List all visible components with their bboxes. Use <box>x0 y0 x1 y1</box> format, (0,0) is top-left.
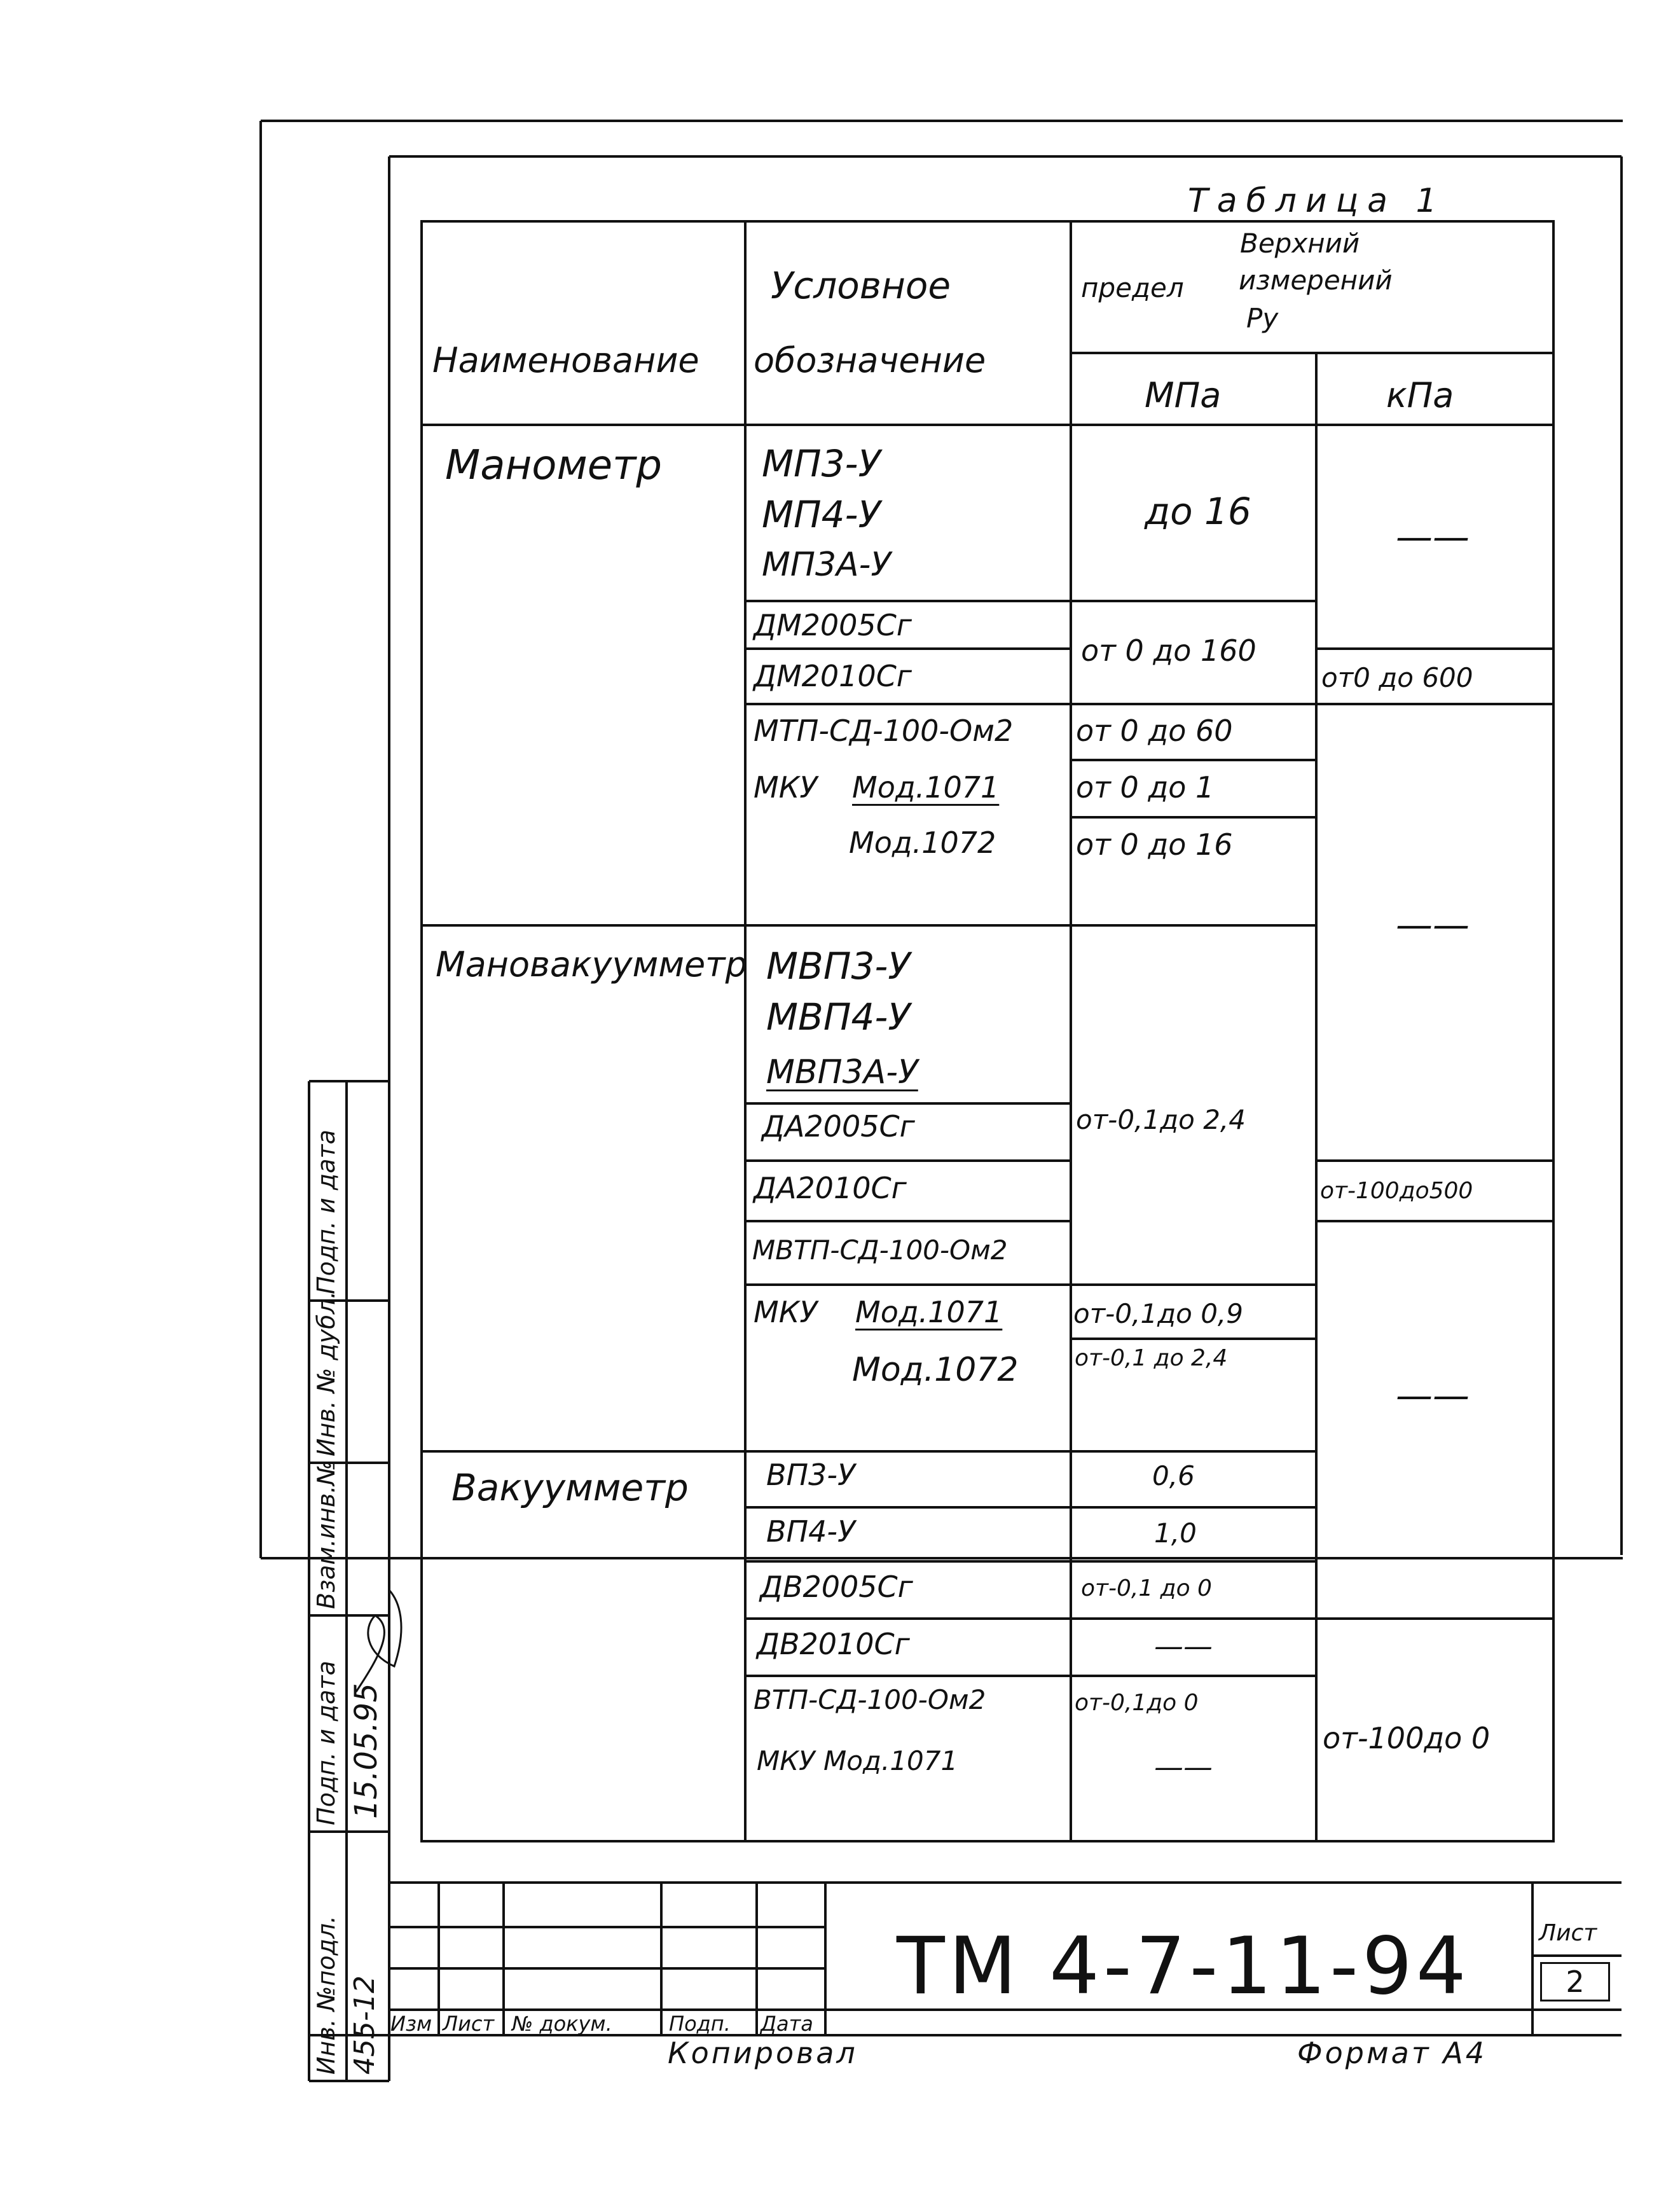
stamp-label-inv-duplicate: Инв. № дубл. <box>312 1291 340 1456</box>
designation-cell: МВТП-СД-100-Ом2 <box>752 1234 1008 1266</box>
stamp-label-replaced-inv: Взам.инв.№ <box>312 1460 340 1609</box>
designation-cell: МВП3-У <box>766 944 911 988</box>
kpa-cell: от-100до500 <box>1320 1178 1473 1204</box>
stamp-inv-number: 455-12 <box>348 1975 381 2075</box>
designation-cell: ДМ2010Сг <box>754 659 912 693</box>
mpa-cell: от 0 до 160 <box>1081 633 1257 668</box>
sheet-label: Лист <box>1539 1920 1597 1946</box>
designation-cell: МКУ <box>754 770 818 805</box>
mpa-cell: 0,6 <box>1152 1460 1195 1491</box>
designation-cell: Мод.1071 <box>852 770 1000 805</box>
mpa-cell: от-0,1 до 0 <box>1081 1575 1212 1601</box>
stamp-date: 15.05.95 <box>348 1683 384 1819</box>
designation-cell: МТП-СД-100-Ом2 <box>754 714 1014 748</box>
stamp-label-inv-original: Инв. №подл. <box>312 1915 340 2075</box>
header-limit-sub: Ру <box>1246 303 1279 334</box>
mpa-cell: от-0,1 до 2,4 <box>1075 1345 1228 1371</box>
mpa-cell: от 0 до 1 <box>1076 770 1215 805</box>
header-unit-mpa: МПа <box>1145 375 1222 415</box>
title-col-doc: № докум. <box>512 2012 612 2036</box>
designation-cell: ДА2005Сг <box>762 1109 915 1144</box>
header-designation-line1: Условное <box>771 264 951 307</box>
designation-cell: ВТП-СД-100-Ом2 <box>754 1684 986 1715</box>
designation-cell: ДВ2010Сг <box>757 1627 910 1661</box>
group-manovacuummeter: Мановакуумметр <box>436 944 747 985</box>
title-col-izm: Изм <box>390 2012 432 2036</box>
signature-mark <box>356 1590 401 1692</box>
mpa-cell: от-0,1до 0,9 <box>1073 1298 1243 1329</box>
kpa-cell: —— <box>1396 1374 1470 1417</box>
designation-cell: МКУ Мод.1071 <box>757 1745 958 1776</box>
title-col-date: Дата <box>761 2012 813 2036</box>
designation-cell: Мод.1071 <box>855 1295 1003 1329</box>
designation-cell: ВП4-У <box>766 1514 856 1549</box>
sheet-number-value: 2 <box>1566 1965 1585 1999</box>
table-caption: Таблица 1 <box>1188 182 1446 220</box>
designation-cell: МП4-У <box>762 493 881 536</box>
designation-cell: МКУ <box>754 1295 818 1329</box>
designation-cell: ДВ2005Сг <box>760 1570 913 1604</box>
stamp-label-sign-date-2: Подп. и дата <box>312 1130 340 1294</box>
header-limit-top: Верхний <box>1240 228 1360 259</box>
mpa-cell: до 16 <box>1145 490 1251 533</box>
mpa-cell: от 0 до 60 <box>1076 714 1233 748</box>
designation-cell: МП3А-У <box>762 546 892 584</box>
kpa-cell: от0 до 600 <box>1321 662 1473 693</box>
header-limit-right: измерений <box>1239 265 1393 296</box>
kpa-cell: от-100до 0 <box>1323 1721 1491 1755</box>
title-col-list: Лист <box>443 2012 495 2036</box>
group-vacuummeter: Вакуумметр <box>451 1466 689 1509</box>
kpa-cell: —— <box>1396 903 1470 946</box>
designation-cell: МВП4-У <box>766 995 911 1039</box>
kpa-cell: —— <box>1396 515 1470 558</box>
mpa-cell: —— <box>1154 1629 1213 1663</box>
header-designation-line2: обозначение <box>754 340 986 380</box>
designation-cell: МВП3А-У <box>766 1053 918 1091</box>
mpa-cell: от-0,1до 2,4 <box>1076 1104 1246 1135</box>
designation-cell: ДА2010Сг <box>754 1171 907 1205</box>
designation-cell: ВП3-У <box>766 1458 856 1492</box>
footer-format: Формат А4 <box>1297 2036 1487 2070</box>
mpa-cell: 1,0 <box>1154 1517 1197 1549</box>
sheet-number <box>1540 1962 1610 2001</box>
header-limit-left: предел <box>1081 272 1184 303</box>
designation-cell: Мод.1072 <box>849 826 996 860</box>
header-name: Наименование <box>432 340 699 380</box>
header-unit-kpa: кПа <box>1386 375 1454 415</box>
mpa-cell: от-0,1до 0 <box>1075 1690 1199 1716</box>
footer-copied: Копировал <box>668 2036 858 2070</box>
mpa-cell: от 0 до 16 <box>1076 827 1233 862</box>
stamp-label-sign-date-1: Подп. и дата <box>312 1661 340 1825</box>
designation-cell: ДМ2005Сг <box>754 608 912 642</box>
title-col-sign: Подп. <box>669 2012 731 2036</box>
designation-cell: Мод.1072 <box>852 1351 1019 1389</box>
document-designation: ТМ 4-7-11-94 <box>897 1921 1470 2012</box>
group-manometer: Манометр <box>445 442 662 489</box>
designation-cell: МП3-У <box>762 442 881 485</box>
mpa-cell: —— <box>1154 1750 1213 1784</box>
